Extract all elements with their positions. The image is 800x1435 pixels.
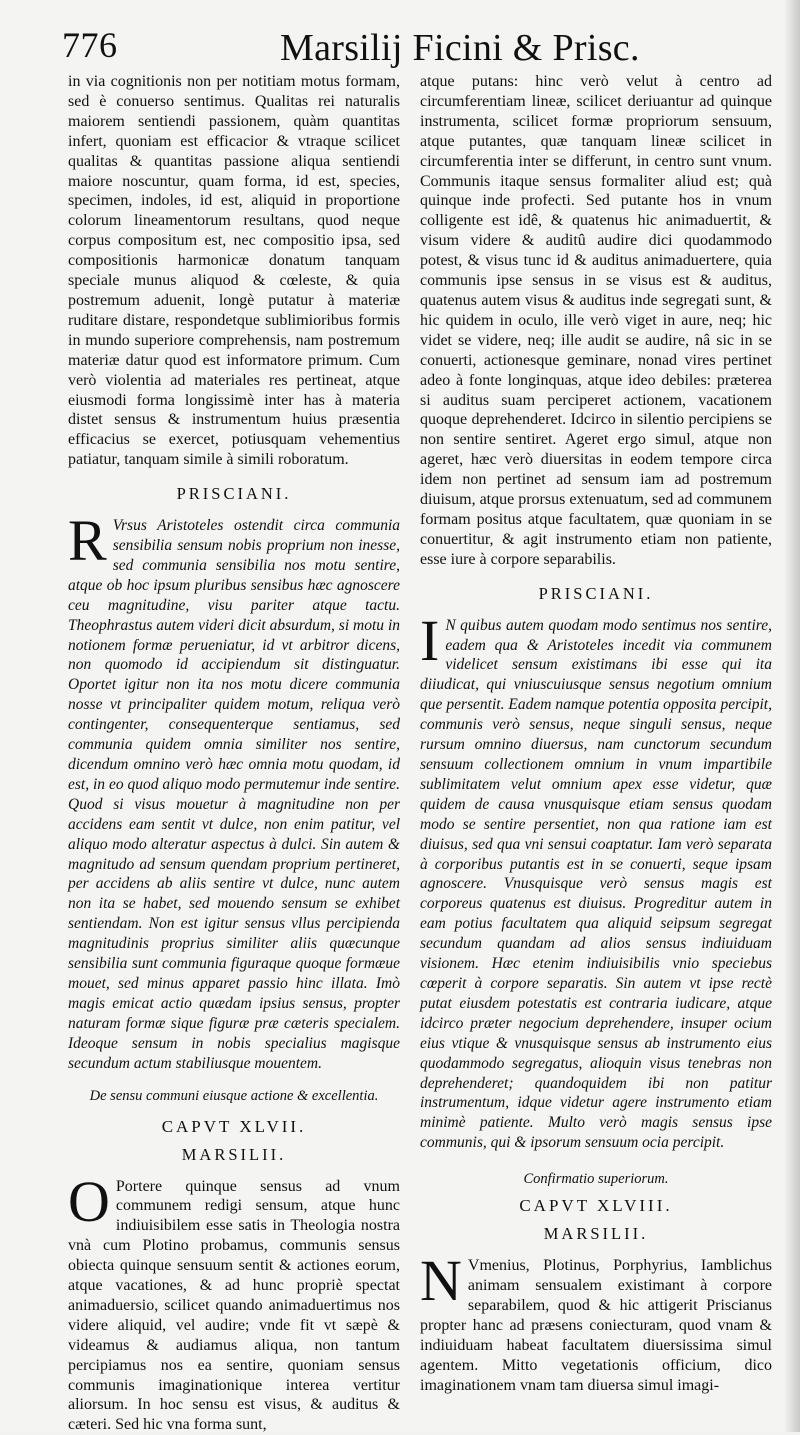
right-column [420, 72, 772, 1395]
left-prisciani-paragraph [68, 516, 400, 1073]
left-heading-marsilii: MARSILII. [68, 1145, 400, 1165]
left-marsilii-paragraph [68, 1177, 400, 1435]
right-marsilii-paragraph-end: atque putans: hinc verò velut à centro ad circumferentiam lineæ, scilicet deriuantur ad quinque instrumenta, scilicet formæ propriorum sensuum, atque putantes, quæ tanquam lineæ scilicet in circumferentia inter se differunt, in centro sunt vnum. Communis itaque sensus formaliter aliud est; quà quinque inde profecti. Sed putante hos in vnum colligente est idê, & quatenus hic animaduertit, & visum videre & auditû audire dici quodammodo potest, & visus tunc id & auditus animaduertere, quia communis ipse sensus in se visus est & auditus, quatenus autem visus & auditus inde segregati sunt, & hic quidem in oculo, ille verò viget in aure, neq; hic videt se videre, neq; ille audit se audire, nâ sic in se conuerti, actionesque geminare, nonad vires pertinet adeo à fonte longinquas, atque ideo debiles: præterea si auditus suam perciperet actionem, vacationem quoque deprehenderet. Idcirco in silentio percipiens se non sentire sentiret. Ageret ergo simul, atque non ageret, hæc verò diuersitas in eodem tempore circa idem non pertinet ad sensum iam ad postremum diuisum, atque prorsus extenuatum, sed ad communem formam positus atque facultatem, quæ quoniam in se conuertitur, & agit instrumento etiam non patiente, esse iure à corpore separabilis. [420, 72, 772, 570]
right-heading-prisciani: PRISCIANI. [420, 584, 772, 604]
page-number: 776 [62, 24, 118, 66]
running-head: Marsilij Ficini & Prisc. [280, 26, 640, 70]
dropcap-o: O [68, 1179, 110, 1225]
dropcap-n: N [420, 1258, 462, 1304]
left-prisciani-text: Vrsus Aristoteles ostendit circa communia sensibilia sensum nobis proprium non inesse, sed communia sensibilia nos motu sentire, atque ob hoc ipsum pluribus sensibus hæc agnoscere ceu magnitudine, visu pariter atque tactu. Theophrastus autem videri dicit absurdum, si motu in notionem formæ perueniatur, id vt arbitror dicens, non quomodo id accipiendum sit distinguatur. Oportet igitur non ita nos motu dicere communia nosse vt principaliter quidem motum, reliqua verò contingenter, consequenterque sentiamus, sed communia quidem omnia similiter nos sentire, dicendum omnino verò hæc omnia motu quodam, id est, in eo quod aliquo modo permutemur inde sentire. Quod si visus mouetur à magnitudine non per accidens eam sentit vt dulce, non enim patitur, vel aliquo modo alteratur aspectus à dulci. Sin autem & magnitudo ad sensum quendam proprium pertineret, per accidens ab aliis sentire vt dulce, nunc autem non ita se habet, sed mouendo sensum se exhibet sentiendam. Non est igitur sensus vllus percipienda magnitudinis proprius similiter aliis quæcunque sensibilia sunt communia figuraque quoque formæue mouet, sed minus apparet passio hinc illata. Imò magis emicat actio quædam ipsius sensus, propter naturam formæ sique figuræ præ cæteris specialem. Ideoque sensum in nobis specialius magisque secundum actum stabiliusque mouentem. [68, 517, 400, 1071]
dropcap-i: I [420, 618, 439, 664]
left-marsilii-paragraph-end: in via cognitionis non per notitiam motus formam, sed è conuerso sentimus. Qualitas rei naturalis maiorem sentiendi passionem, quàm quantitas infert, quoniam est efficacior & vtraque scilicet qualitas & quantitas passione aliqua sentiendi maiore noscuntur, quam forma, id est, species, specimen, indoles, id est, aliquid in proportione colorum lineamentorum resultans, quod neque corpus compositum est, nec compositio ipsa, sed compositionis harmonicæ donatum tanquam speciale munus aliquod & cœleste, & quia postremum aduenit, longè putatur à materiæ ruditare distare, respondetque sublimioribus formis in mundo superiore comprehensis, nam postremum materiæ datur quod est informatore primum. Cum verò violentia ad materiales res pertineat, atque eiusmodi forma longissimè inter has à materia distet sensus & instrumentum huius præsentia efficacius se exercet, potiusquam vehementius patiatur, tanquam simile à simili roboratum. [68, 72, 400, 470]
left-chapter-heading: CAPVT XLVII. [68, 1117, 400, 1137]
left-heading-prisciani: PRISCIANI. [68, 484, 400, 504]
right-prisciani-paragraph [420, 616, 772, 1153]
page-header [62, 20, 782, 74]
left-marsilii-text: Portere quinque sensus ad vnum communem redigi sensum, atque hunc indiuisibilem esse satis in Theologia nostra vnà cum Plotino probamus, communis sensus obiecta quinque sensuum sentit & actiones eorum, atque vacationes, & ad hunc propriè spectat animaduersio, scilicet quando animaduertimus nos videre aliquid, vel audire; vnde fit vt sæpè & videamus & audiamus aliqua, non tantum percipiamus nos ea sentire, quoniam sensus communis imaginationique interea vertitur aliorsum. In hoc sensu est visus, & auditus & cæteri. Sed hic vna forma sunt, [68, 1178, 400, 1434]
right-chapter-subtitle: Confirmatio superiorum. [420, 1171, 772, 1188]
dropcap-r: R [68, 518, 107, 564]
right-marsilii-paragraph [420, 1256, 772, 1395]
right-chapter-heading: CAPVT XLVIII. [420, 1196, 772, 1216]
left-column [68, 72, 400, 1435]
right-prisciani-text: N quibus autem quodam modo sentimus nos sentire, eadem qua & Aristoteles incedit via communem videlicet sensum existimans ibi esse qui ita diiudicat, qui vniuscuiusque sensus negotium omnium que persentit. Eadem namque potentia opposita percipit, communis verò sensus, neque singuli sensus, neque rursum omnino diuersus, nam cunctorum secundum sensuum collectionem omnium in vnum impartibile sublimitatem velut omnium apex esse videtur, quæ quidem de causa vnusquisque etiam sensus quodam modo se sentire persentiet, non qua ratione iam est diuisus, sed qua vni sensui coaptatur. Iam verò separata à corporibus putantis est in se conuerti, seque ipsam agnoscere. Vnusquisque verò sensus magis est corporeus quatenus est diuisus. Progreditur autem in eam potius facultatem qua aliquid seipsum segregat secundum quandam ad alios sensus indiuiduam visionem. Hæc etenim indiuisibilis vnio speciebus cœperit à corpore separatis. Sin autem vt ipse rectè putat eiusdem potestatis est contraria iudicare, atque idcirco præter negocium deprehendere, insuper ocium eius vtique & vnusquisque sensus ab instrumento eius quodammodo segregatus, alioquin visus tenebras non deprehenderet; quandoquidem ibi non patitur instrumentum, idque videtur agere instrumento etiam minimè patiente. Multo verò magis sensus ipse communis, qui & ipsorum sensuum ocia percipit. [420, 617, 772, 1152]
right-heading-marsilii: MARSILII. [420, 1224, 772, 1244]
left-chapter-subtitle: De sensu communi eiusque actione & excellentia. [68, 1088, 400, 1105]
page-edge-shadow [784, 0, 800, 1432]
right-marsilii-text: Vmenius, Plotinus, Porphyrius, Iamblichus animam sensualem existimant à corpore separabilem, quod & hic attigerit Priscianus propter hanc ad præsens coniecturam, quod vnam & indiuiduam habeat facultatem diuersissima simul agentem. Mitto vegetationis officium, dico imaginationem vnam tam diuersa simul imagi- [420, 1257, 772, 1393]
